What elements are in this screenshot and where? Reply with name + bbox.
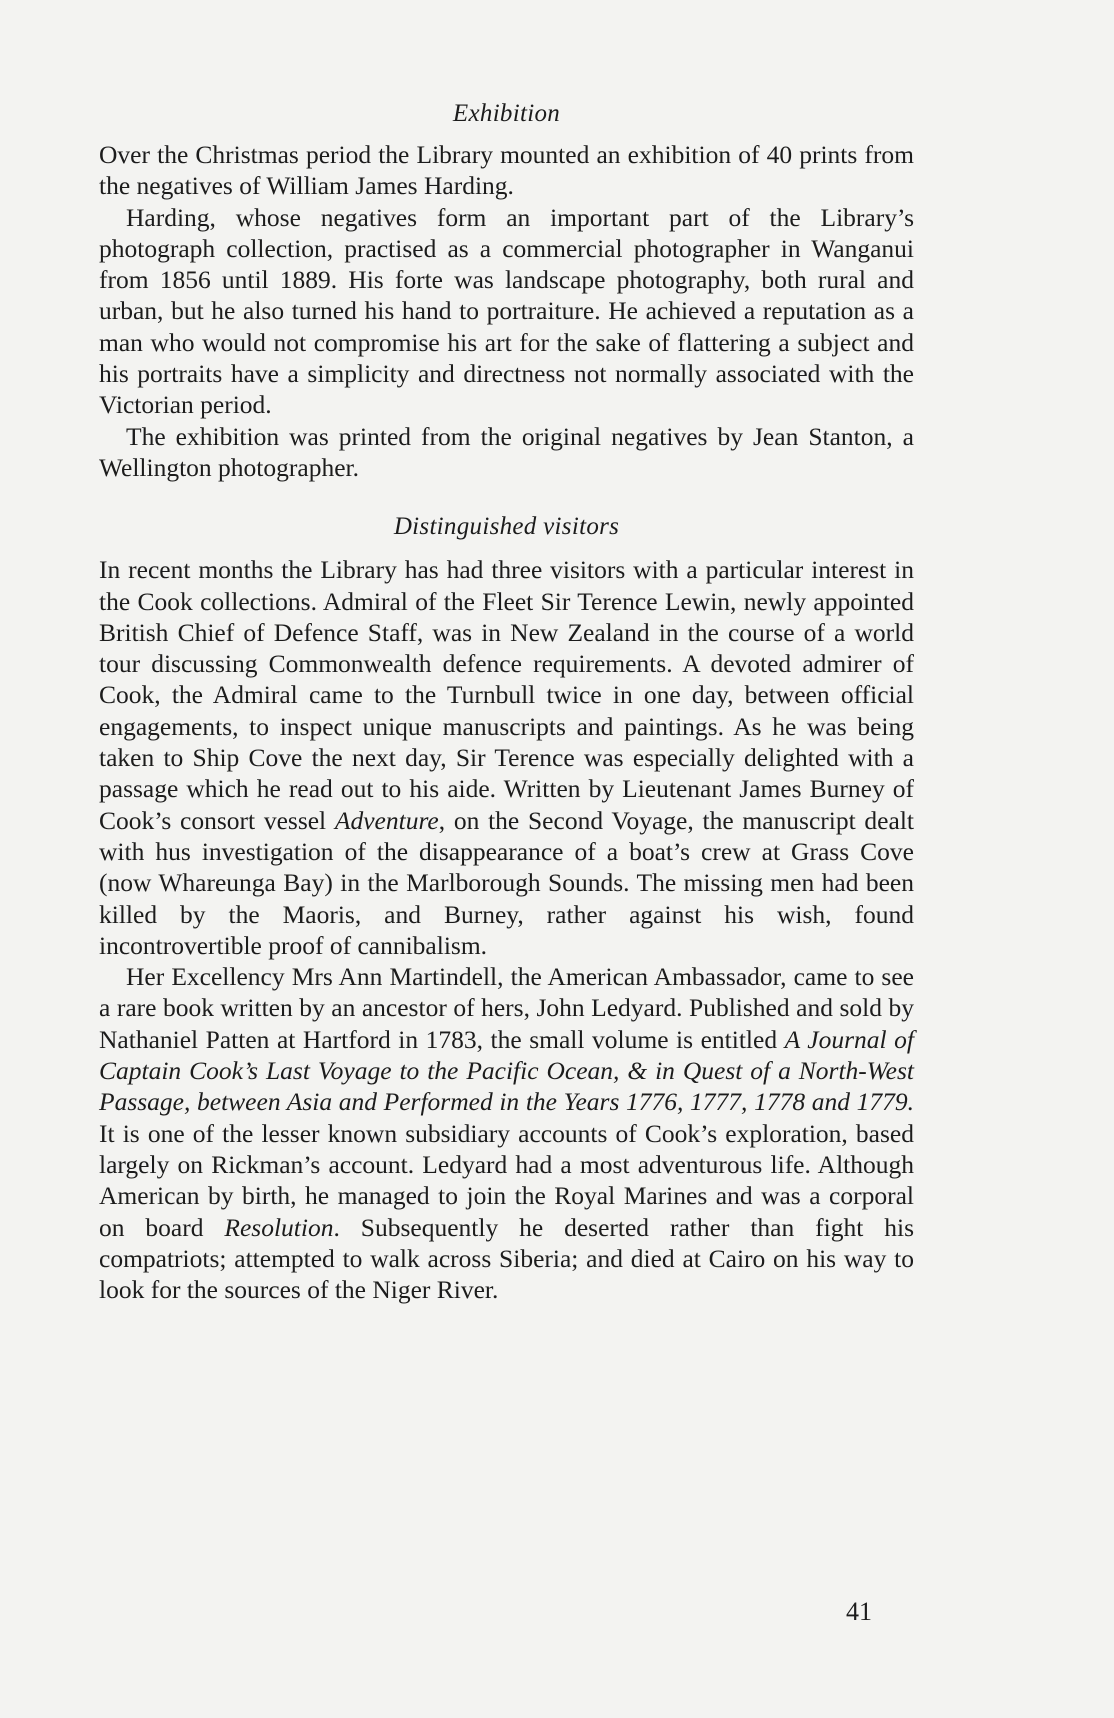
paragraph-exhibition-intro: Over the Christmas period the Library mounted an exhibition of 40 prints from the negatives of William James Harding.: [99, 140, 914, 201]
paragraph-martindell-text-a: Her Excellency Mrs Ann Martindell, the American Ambassador, came to see a rare book written by an ancestor of hers, John Ledyard. Published and sold by Nathaniel Patten at Hartford in 1783, the small volume is entitled: [99, 962, 914, 1054]
paragraph-martindell: [99, 961, 914, 1305]
paragraph-printing: The exhibition was printed from the original negatives by Jean Stanton, a Wellington photographer.: [99, 421, 914, 482]
section-heading-exhibition: Exhibition: [452, 100, 561, 127]
paragraph-lewin: [99, 554, 914, 961]
paragraph-lewin-text-a: In recent months the Library has had three visitors with a particular interest in the Cook collections. Admiral of the Fleet Sir Terence Lewin, newly appointed British Chief of Defence Staff, was in New Zealand in the course of a world tour discussing Commonwealth defence requirements. A devoted admirer of Cook, the Admiral came to the Turnbull twice in one day, between official engagements, to inspect unique manuscripts and paintings. As he was being taken to Ship Cove the next day, Sir Terence was especially delighted with a passage which he read out to his aide. Written by Lieutenant James Burney of Cook’s consort vessel: [99, 555, 914, 835]
paragraph-martindell-text-c: . Subsequently he deserted rather than fight his compatriots; attempted to walk across Siberia; and died at Cairo on his way to look for the sources of the Niger River.: [99, 1212, 914, 1305]
section-heading-visitors: Distinguished visitors: [393, 513, 620, 541]
page-content: [99, 98, 914, 1305]
book-title: A Journal of Captain Cook’s Last Voyage to the Pacific Ocean, & in Quest of a North-West Passage, between Asia and Performed in the Years 1776, 1777, 1778 and 1779.: [99, 1024, 915, 1117]
paragraph-martindell-text-b: It is one of the lesser known subsidiary accounts of Cook’s exploration, based largely on Rickman’s account. Ledyard had a most adventurous life. Although American by birth, he managed to join the Royal Marines and was a corporal on board: [99, 1118, 914, 1242]
paragraph-lewin-text-b: , on the Second Voyage, the manuscript dealt with hus investigation of the disappearance of a boat’s crew at Grass Cove (now Whareunga Bay) in the Marlborough Sounds. The missing men had been killed by the Maoris, and Burney, rather against his wish, found incontrovertible proof of cannibalism.: [99, 805, 914, 960]
ship-name-resolution: Resolution: [224, 1212, 334, 1242]
page-number: 41: [846, 1597, 872, 1626]
ship-name-adventure: Adventure: [334, 805, 439, 835]
paragraph-harding: Harding, whose negatives form an important part of the Library’s photograph collection, practised as a commercial photographer in Wanganui from 1856 until 1889. His forte was landscape photography, both rural and urban, but he also turned his hand to portraiture. He achieved a reputation as a man who would not compromise his art for the sake of flattering a subject and his portraits have a simplicity and directness not normally associated with the Victorian period.: [99, 202, 914, 420]
